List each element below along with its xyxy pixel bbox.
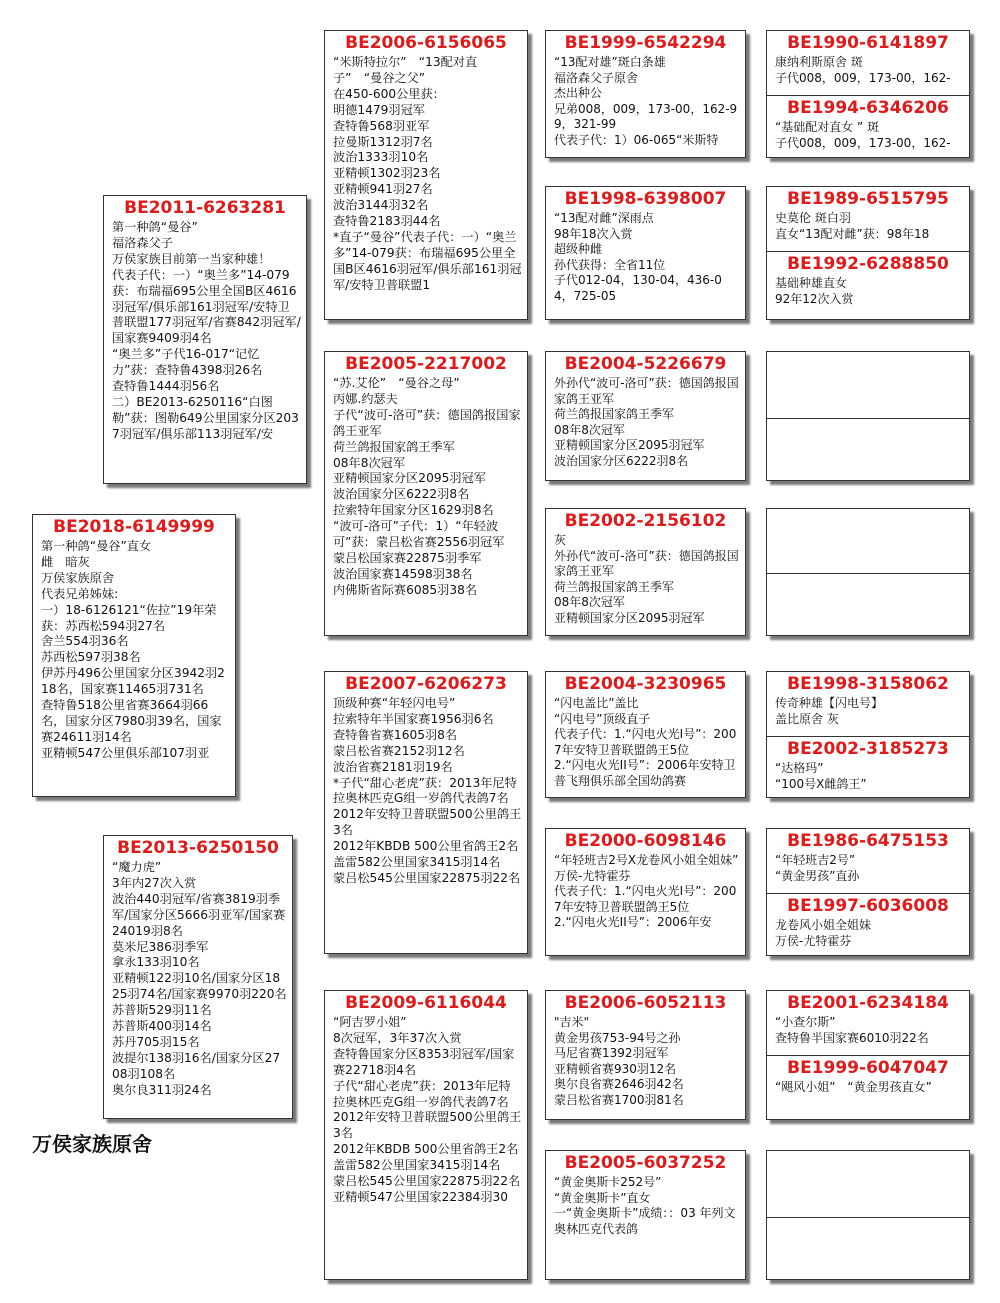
ring-number: BE2013-6250150 — [117, 838, 279, 858]
card-description: 灰 外孙代“波可-洛可”获：德国鸽报国家鸽王亚军 荷兰鸽报国家鸽王季军 08年8次冠军 亚精顿国家分区2095羽冠军 — [554, 533, 739, 625]
card-description: 史莫伦 斑白羽 直女“13配对雌”获：98年18 — [775, 211, 930, 241]
pedigree-card-gen3 — [545, 1150, 746, 1280]
card-description: "吉米" 黄金男孩753-94号之孙 马尼省赛1392羽冠军 亚精顿省赛930羽12名 奥尔良省赛2646羽42名 蒙吕松省赛1700羽81名 — [554, 1015, 684, 1107]
ring-number: BE2005-2217002 — [345, 354, 507, 374]
gen4-bottom — [767, 1218, 969, 1280]
pedigree-card-gen4 — [766, 828, 970, 956]
ring-number: BE2002-2156102 — [564, 511, 727, 531]
card-description: “闪电盖比”盖比 “闪电号”顶级直子 代表子代：1.“闪电火光I号”：2007年安特卫普联盟鸽王5位 2.“闪电火光II号”：2006年安特卫普飞翔俱乐部全国幼鸽赛 — [554, 696, 737, 788]
pedigree-card-gen4 — [766, 351, 970, 481]
gen4-top — [767, 187, 969, 251]
ring-number: BE2004-5226679 — [564, 354, 727, 374]
pedigree-card-gen4 — [766, 508, 970, 636]
card-description: “年轻班吉2号” “黄金男孩”直孙 — [775, 853, 860, 883]
page-title: 万侯家族原舍 — [32, 1132, 152, 1156]
pedigree-card-sire — [103, 195, 307, 484]
pedigree-card-gen2 — [324, 351, 528, 636]
ring-number: BE1990-6141897 — [787, 33, 949, 53]
ring-number: BE2018-6149999 — [53, 517, 215, 537]
pedigree-card-gen3 — [545, 508, 746, 636]
gen4-top — [767, 352, 969, 418]
ring-number: BE2006-6052113 — [564, 993, 727, 1013]
card-description: 传奇种雄【闪电号】 盖比原舍 灰 — [775, 696, 884, 726]
ring-number: BE2011-6263281 — [124, 198, 286, 218]
gen4-top — [767, 1151, 969, 1217]
card-description: 基础种雄直女 92年12次入赏 — [775, 276, 854, 306]
pedigree-card-gen2 — [324, 30, 528, 320]
ring-number: BE1989-6515795 — [787, 189, 949, 209]
pedigree-card-gen4 — [766, 1150, 970, 1280]
gen4-top — [767, 31, 969, 95]
card-description: 外孙代“波可-洛可”获：德国鸽报国家鸽王亚军 荷兰鸽报国家鸽王季军 08年8次冠军 亚精顿国家分区2095羽冠军 波治国家分区6222羽8名 — [554, 376, 739, 468]
pedigree-card-gen3 — [545, 186, 746, 320]
gen4-bottom — [767, 737, 969, 798]
ring-number: BE1994-6346206 — [787, 98, 949, 118]
gen4-bottom — [767, 419, 969, 481]
ring-number: BE2000-6098146 — [564, 831, 727, 851]
ring-number: BE1997-6036008 — [787, 896, 949, 916]
pedigree-card-gen2 — [324, 671, 528, 954]
card-description: 顶级种赛“年轻闪电号” 拉索特年半国家赛1956羽6名 查特鲁省赛1605羽8名 蒙吕松省赛2152羽12名 波治省赛2181羽19名 *子代“甜心老虎”获：2013年尼特拉奥林匹克G组一岁鸽代表鸽7名 2012年安特卫普联盟500公里鸽王3名 2012年KBDB 500公里省鸽王2名 盖雷582公里国家3415羽14名 蒙吕松545公里国家22875羽22名 — [333, 696, 522, 885]
pedigree-card-gen0 — [32, 514, 236, 797]
gen4-top — [767, 829, 969, 893]
pedigree-card-gen4 — [766, 186, 970, 320]
card-description: “小查尔斯” 查特鲁半国家赛6010羽22名 — [775, 1015, 929, 1045]
card-description: “苏.艾伦” “曼谷之母” 丙娜.约瑟夫 子代“波可-洛可”获：德国鸽报国家鸽王亚军 荷兰鸽报国家鸽王季军 08年8次冠军 亚精顿国家分区2095羽冠军 波治国家分区6222羽8名 拉索特年国家分区1629羽8名 “波可-洛可”子代：1）“年轻波可”获：蒙吕松省赛2556羽冠军 蒙吕松国家赛22875羽季军 波治国家赛14598羽38名 内佛斯省际赛6085羽38名 — [333, 376, 521, 597]
card-description: “飓风小姐” “黄金男孩直女” — [775, 1080, 932, 1094]
pedigree-card-gen3 — [545, 351, 746, 481]
ring-number: BE2009-6116044 — [345, 993, 507, 1013]
ring-number: BE2007-6206273 — [345, 674, 507, 694]
pedigree-card-gen3 — [545, 990, 746, 1120]
card-description: “13配对雌”深雨点 98年18次入赏 超级种雌 孙代获得：全省11位 子代012-04，130-04，436-04，725-05 — [554, 211, 722, 303]
card-description: “基础配对直女 ” 斑 子代008，009，173-00，162- — [775, 120, 951, 150]
card-description: “阿吉罗小姐” 8次冠军，3年37次入赏 查特鲁国家分区8353羽冠军/国家赛22718羽4名 子代“甜心老虎”获：2013年尼特拉奥林匹克G组一岁鸽代表鸽7名 2012年安特卫普联盟500公里鸽王3名 2012年KBDB 500公里省鸽王2名 盖雷582公里国家3415羽14名 蒙吕松545公里国家22875羽22名 亚精顿547公里国家22384羽30 — [333, 1015, 522, 1204]
ring-number: BE1986-6475153 — [787, 831, 949, 851]
card-description: “年轻班吉2号X龙卷风小姐全姐妹” 万侯-尤特霍芬 代表子代：1.“闪电火光I号”：2007年安特卫普联盟鸽王5位 2.“闪电火光II号”：2006年安 — [554, 853, 739, 929]
ring-number: BE1998-6398007 — [564, 189, 727, 209]
ring-number: BE1998-3158062 — [787, 674, 949, 694]
card-description: 第一种鸽“曼谷”直女 雌 暗灰 万侯家族原舍 代表兄弟姊妹: 一）18-6126121“佐拉”19年荣获：苏西松594羽27名 舍兰554羽36名 苏西松597羽38名 伊苏丹496公里国家分区3942羽218名，国家赛11465羽731名 查特鲁518公里省赛3664羽66名，国家分区7980羽39名，国家赛24611羽14名 亚精顿547公里俱乐部107羽亚 — [41, 539, 225, 760]
pedigree-card-gen3 — [545, 30, 746, 158]
pedigree-card-gen2 — [324, 990, 528, 1280]
gen4-bottom — [767, 252, 969, 320]
gen4-top — [767, 991, 969, 1055]
card-description: 第一种鸽“曼谷” 福洛森父子 万侯家族目前第一当家种雄！ 代表子代：一）“奥兰多”14-079获：布瑞福695公里全国B区4616羽冠军/俱乐部161羽冠军/安特卫普联盟177羽冠军/省赛842羽冠军/国家赛9409羽4名 “奥兰多”子代16-017“记忆力”获：查特鲁4398羽26名 查特鲁1444羽56名 二）BE2013-6250116“白图勒”获：图勒649公里国家分区2037羽冠军/俱乐部113羽冠军/安 — [112, 220, 301, 441]
pedigree-card-gen4 — [766, 30, 970, 158]
card-description: “13配对雄”斑白条雄 福洛森父子原舍 杰出种公 兄弟008，009，173-00，162-99，321-99 代表子代：1）06-065“米斯特 — [554, 55, 738, 147]
card-description: “米斯特拉尔” “13配对直子” “曼谷之父” 在450-600公里获： 明德1479羽冠军 查特鲁568羽亚军 拉曼斯1312羽7名 波治1333羽10名 亚精顿1302羽23名 亚精顿941羽27名 波治3144羽32名 查特鲁2183羽44名 *直子“曼谷”代表子代：一）“奥兰多”14-079获：布瑞福695公里全国B区4616羽冠军/俱乐部161羽冠军/安特卫普联盟1 — [333, 55, 522, 292]
pedigree-card-gen4 — [766, 671, 970, 798]
ring-number: BE2005-6037252 — [564, 1153, 727, 1173]
ring-number: BE2006-6156065 — [345, 33, 507, 53]
gen4-top — [767, 509, 969, 573]
ring-number: BE1999-6542294 — [564, 33, 727, 53]
card-description: 龙卷风小姐全姐妹 万侯-尤特霍芬 — [775, 918, 872, 948]
ring-number: BE1999-6047047 — [787, 1058, 949, 1078]
ring-number: BE2004-3230965 — [564, 674, 727, 694]
ring-number: BE2002-3185273 — [787, 739, 949, 759]
card-description: “达格玛” “100号X雌鸽王” — [775, 761, 867, 791]
gen4-bottom — [767, 96, 969, 158]
card-description: “魔力虎” 3年内27次入赏 波治440羽冠军/省赛3819羽季军/国家分区5666羽亚军/国家赛24019羽8名 莫米尼386羽季军 拿永133羽10名 亚精顿122羽10名/国家分区1825羽74名/国家赛9970羽220名 苏普斯529羽11名 苏普斯400羽14名 苏丹705羽15名 波提尔138羽16名/国家分区2708羽108名 奥尔良311羽24名 — [112, 860, 287, 1097]
gen4-bottom — [767, 894, 969, 956]
gen4-bottom — [767, 1056, 969, 1120]
pedigree-card-dam — [103, 835, 293, 1119]
ring-number: BE2001-6234184 — [787, 993, 949, 1013]
pedigree-card-gen3 — [545, 671, 746, 798]
ring-number: BE1992-6288850 — [787, 254, 949, 274]
gen4-top — [767, 672, 969, 736]
gen4-bottom — [767, 574, 969, 636]
card-description: “黄金奥斯卡252号” “黄金奥斯卡”直女 一“黄金奥斯卡”成绩：：03 年列文奥林匹克代表鸽 — [554, 1175, 736, 1236]
pedigree-card-gen4 — [766, 990, 970, 1120]
pedigree-card-gen3 — [545, 828, 746, 956]
card-description: 康纳利斯原舍 斑 子代008，009，173-00，162- — [775, 55, 951, 85]
